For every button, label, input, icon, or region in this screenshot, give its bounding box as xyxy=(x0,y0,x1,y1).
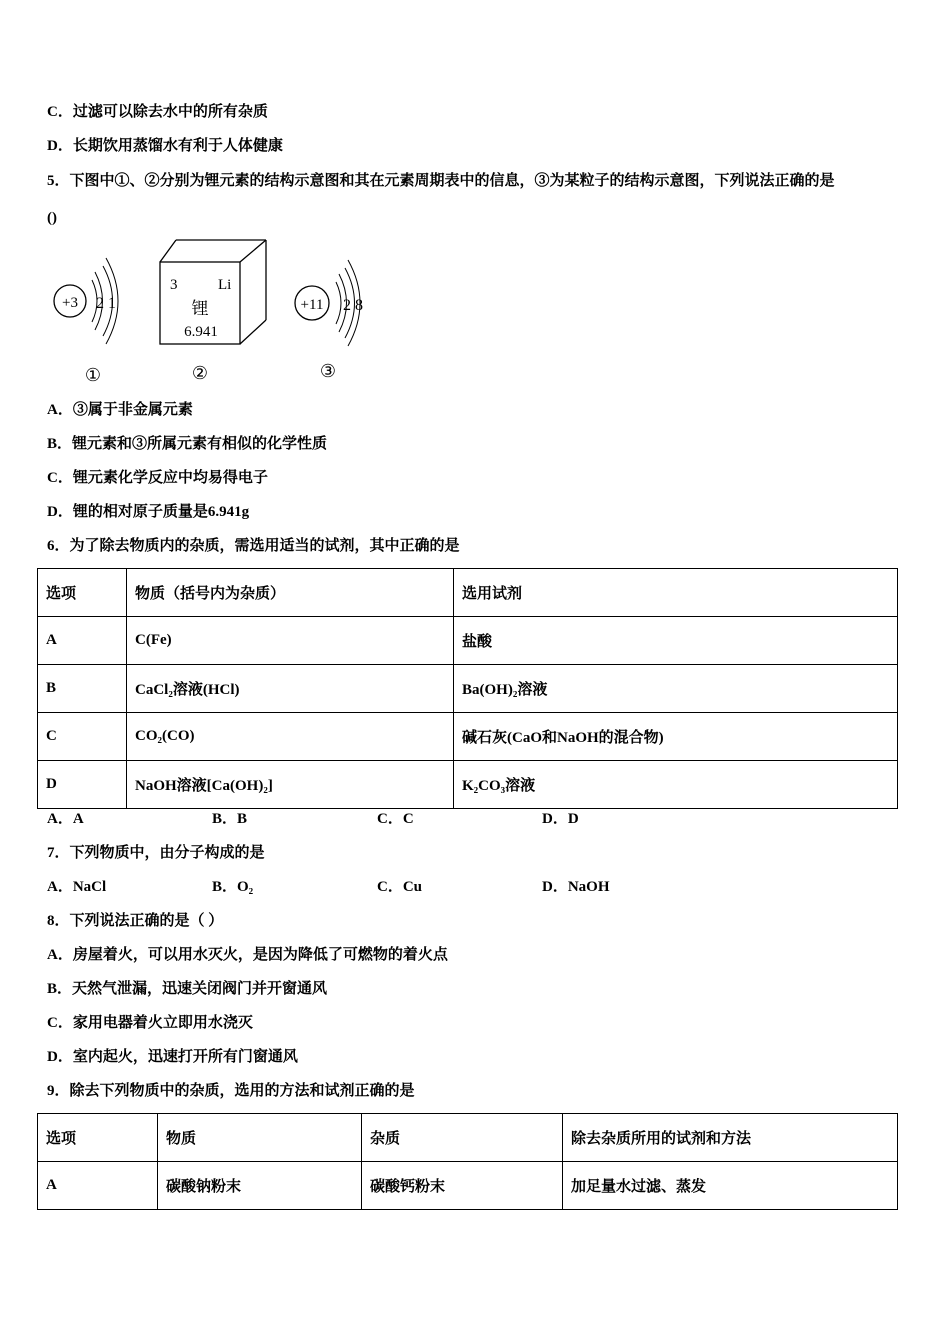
q5-option-a: A．③属于非金属元素 xyxy=(47,402,193,418)
q5-stem: 5．下图中①、②分别为锂元素的结构示意图和其在元素周期表中的信息，③为某粒子的结构示意图，下列说法正确的是 xyxy=(47,173,835,189)
option-cell: C xyxy=(38,713,127,761)
q8-option-a: A．房屋着火，可以用水灭火，是因为降低了可燃物的着火点 xyxy=(47,947,448,963)
atom1-nucleus: +3 xyxy=(62,295,78,311)
answer-a: A．A xyxy=(47,811,84,827)
header-cell: 选用试剂 xyxy=(454,569,898,617)
substance-cell: NaOH溶液[Ca(OH)₂] xyxy=(127,761,454,809)
substance-cell: C(Fe) xyxy=(127,617,454,665)
element-cell-li xyxy=(160,240,266,383)
q6-stem: 6．为了除去物质内的杂质，需选用适当的试剂，其中正确的是 xyxy=(47,538,460,554)
answer-c: C．Cu xyxy=(377,879,423,895)
impurity-cell: 碳酸钙粉末 xyxy=(362,1162,563,1210)
figure-label-1: ① xyxy=(84,365,102,385)
figure-label-3: ③ xyxy=(319,361,337,381)
table-row xyxy=(38,713,898,761)
answer-d: D．D xyxy=(542,811,579,827)
q4-option-d: D．长期饮用蒸馏水有利于人体健康 xyxy=(47,138,283,154)
q9-stem: 9．除去下列物质中的杂质，选用的方法和试剂正确的是 xyxy=(47,1083,415,1099)
table-row xyxy=(38,761,898,809)
atom1-shells: 2 1 xyxy=(96,295,116,312)
q9-table xyxy=(37,1113,898,1210)
table-row xyxy=(38,617,898,665)
header-cell: 杂质 xyxy=(362,1114,563,1162)
reagent-cell: 碱石灰(CaO和NaOH的混合物) xyxy=(454,713,898,761)
q8-option-c: C．家用电器着火立即用水浇灭 xyxy=(47,1015,253,1031)
q8-option-b: B．天然气泄漏，迅速关闭阀门并开窗通风 xyxy=(47,981,328,997)
lithium-atom-diagram xyxy=(54,258,118,385)
answer-b: B．O₂ xyxy=(212,879,254,895)
table-header-row xyxy=(38,1114,898,1162)
element-number: 3 xyxy=(170,277,178,293)
q5-figure xyxy=(40,232,380,392)
element-mass: 6.941 xyxy=(184,324,218,340)
answer-a: A．NaCl xyxy=(47,879,107,895)
particle-diagram xyxy=(295,260,363,381)
q6-table xyxy=(37,568,898,809)
substance-cell: CaCl₂溶液(HCl) xyxy=(127,665,454,713)
header-cell: 选项 xyxy=(38,569,127,617)
element-name: 锂 xyxy=(191,299,209,318)
q5-option-d: D．锂的相对原子质量是6.941g xyxy=(47,504,250,520)
reagent-cell: K₂CO₃溶液 xyxy=(454,761,898,809)
q5-option-b: B．锂元素和③所属元素有相似的化学性质 xyxy=(47,436,328,452)
q4-option-c: C．过滤可以除去水中的所有杂质 xyxy=(47,104,268,120)
q8-stem: 8．下列说法正确的是（ ） xyxy=(47,913,224,929)
header-cell: 物质 xyxy=(158,1114,362,1162)
atom3-shells: 2 8 xyxy=(343,297,363,314)
option-cell: D xyxy=(38,761,127,809)
table-header-row xyxy=(38,569,898,617)
header-cell: 除去杂质所用的试剂和方法 xyxy=(563,1114,898,1162)
table-row xyxy=(38,1162,898,1210)
header-cell: 选项 xyxy=(38,1114,158,1162)
option-cell: A xyxy=(38,617,127,665)
answer-c: C．C xyxy=(377,811,414,827)
substance-cell: CO₂(CO) xyxy=(127,713,454,761)
answer-b: B．B xyxy=(212,811,248,827)
element-symbol: Li xyxy=(218,277,232,293)
q5-option-c: C．锂元素化学反应中均易得电子 xyxy=(47,470,268,486)
method-cell: 加足量水过滤、蒸发 xyxy=(563,1162,898,1210)
substance-cell: 碳酸钠粉末 xyxy=(158,1162,362,1210)
reagent-cell: 盐酸 xyxy=(454,617,898,665)
q8-option-d: D．室内起火，迅速打开所有门窗通风 xyxy=(47,1049,298,1065)
figure-label-2: ② xyxy=(191,363,209,383)
reagent-cell: Ba(OH)₂溶液 xyxy=(454,665,898,713)
atom3-nucleus: +11 xyxy=(300,297,324,313)
option-cell: B xyxy=(38,665,127,713)
q7-stem: 7．下列物质中，由分子构成的是 xyxy=(47,845,265,861)
q5-stem-end: () xyxy=(47,210,57,226)
header-cell: 物质（括号内为杂质） xyxy=(127,569,454,617)
table-row xyxy=(38,665,898,713)
option-cell: A xyxy=(38,1162,158,1210)
answer-d: D．NaOH xyxy=(542,879,610,895)
